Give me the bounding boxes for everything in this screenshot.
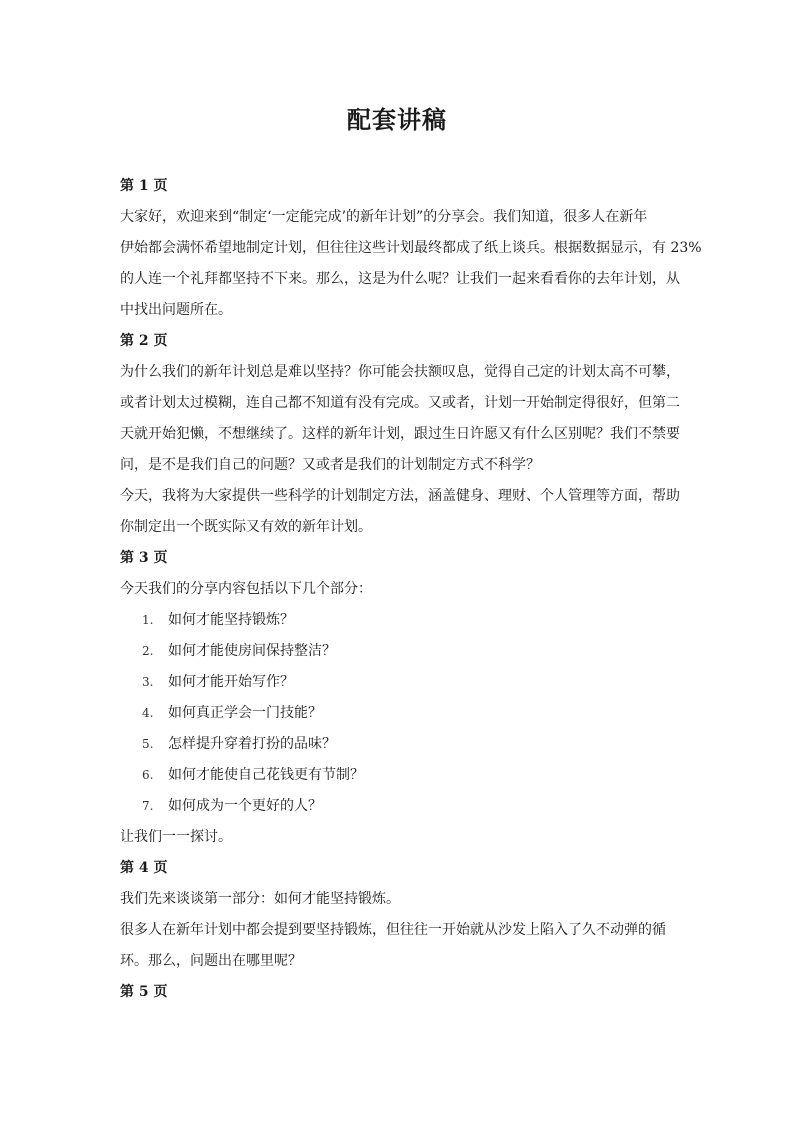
list-item [120,636,680,667]
document-title: 配套讲稿 [347,105,447,134]
list-item-number: 4. [142,706,154,720]
section-heading-2: 第 2 页 [120,333,168,349]
list-item-number: 5. [142,737,154,751]
list-item-number: 2. [142,644,154,658]
section-heading-3: 第 3 页 [120,550,168,566]
paragraph-line: 天就开始犯懒，不想继续了。这样的新年计划，跟过生日许愿又有什么区别呢？我们不禁要 [120,426,680,442]
paragraph-line: 你制定出一个既实际又有效的新年计划。 [120,519,372,535]
list-intro: 今天我们的分享内容包括以下几个部分： [120,581,372,597]
paragraph-line: 中找出问题所在。 [120,302,232,318]
list-item [120,667,680,698]
list-item-text: 怎样提升穿着打扮的品味？ [168,736,336,752]
paragraph-line: 我们先来谈谈第一部分：如何才能坚持锻炼。 [120,891,400,907]
list-item [120,698,680,729]
list-outro: 让我们一一探讨。 [120,829,232,845]
list-item [120,605,680,636]
section-heading-4: 第 4 页 [120,860,168,876]
paragraph-line: 很多人在新年计划中都会提到要坚持锻炼，但往往一开始就从沙发上陷入了久不动弹的循 [120,922,666,938]
paragraph-line: 环。那么，问题出在哪里呢？ [120,953,302,969]
agenda-list [120,605,680,822]
list-item-number: 7. [142,799,154,813]
list-item-number: 1. [142,613,154,627]
paragraph-line: 为什么我们的新年计划总是难以坚持？你可能会扶额叹息，觉得自己定的计划太高不可攀， [120,364,680,380]
list-item-text: 如何才能开始写作？ [168,674,294,690]
list-item-text: 如何才能使自己花钱更有节制？ [168,767,364,783]
list-item-text: 如何才能坚持锻炼？ [168,612,294,628]
list-item-number: 3. [142,675,154,689]
document-body [120,171,702,1008]
paragraph-line: 今天，我将为大家提供一些科学的计划制定方法，涵盖健身、理财、个人管理等方面，帮助 [120,488,680,504]
list-item-text: 如何成为一个更好的人？ [168,798,322,814]
list-item-number: 6. [142,768,154,782]
list-item-text: 如何才能使房间保持整洁？ [168,643,336,659]
paragraph-line: 问，是不是我们自己的问题？又或者是我们的计划制定方式不科学？ [120,457,540,473]
list-item-text: 如何真正学会一门技能？ [168,705,322,721]
paragraph-line: 大家好，欢迎来到“制定‘一定能完成’的新年计划”的分享会。我们知道，很多人在新年 [120,209,648,225]
list-item [120,791,680,822]
paragraph-line: 的人连一个礼拜都坚持不下来。那么，这是为什么呢？让我们一起来看看你的去年计划，从 [120,271,680,287]
paragraph-line: 伊始都会满怀希望地制定计划，但往往这些计划最终都成了纸上谈兵。根据数据显示，有 23% [120,240,702,256]
list-item [120,760,680,791]
section-heading-1: 第 1 页 [120,178,168,194]
paragraph-line: 或者计划太过模糊，连自己都不知道有没有完成。又或者，计划一开始制定得很好，但第二 [120,395,680,411]
section-heading-5: 第 5 页 [120,984,168,1000]
list-item [120,729,680,760]
